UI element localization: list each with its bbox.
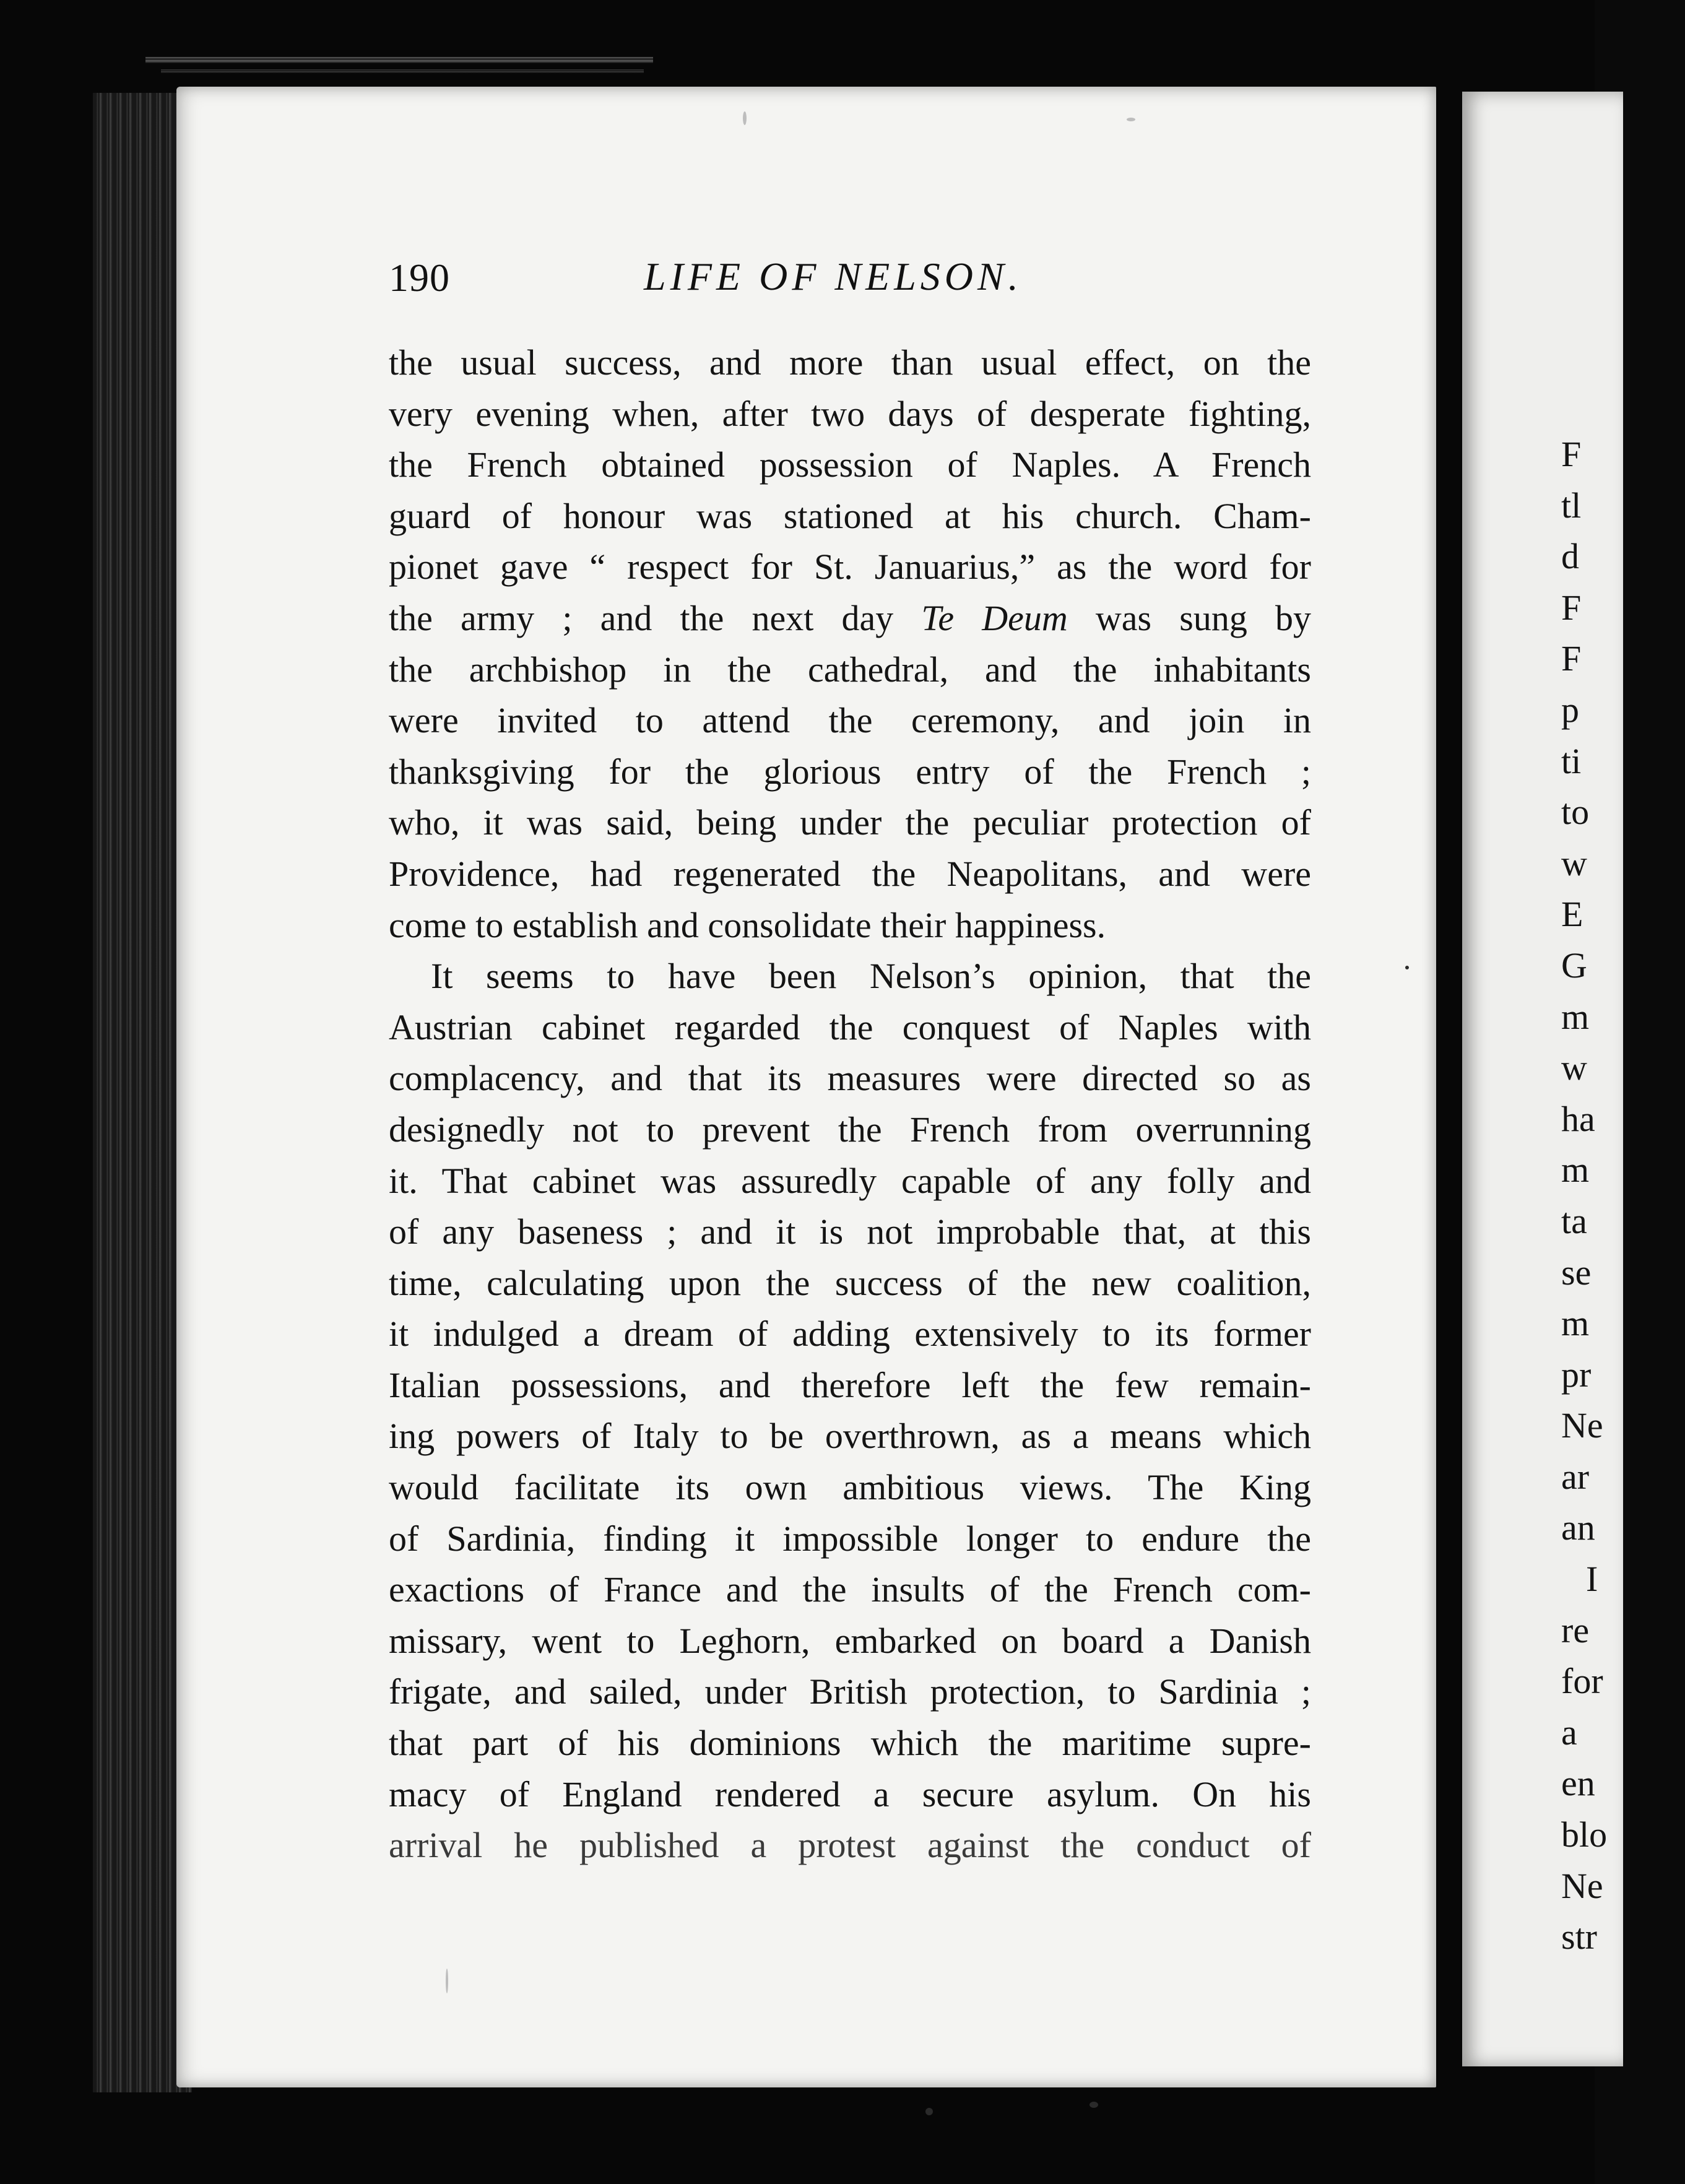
facing-text-fragment: d (1561, 536, 1579, 577)
facing-text-fragment: ha (1561, 1098, 1595, 1139)
scan-speck (446, 1969, 448, 1993)
text-line: complacency, and that its measures were directed so as (389, 1058, 1311, 1099)
text-line: missary, went to Leghorn, embarked on board a Danish (389, 1620, 1311, 1661)
text-line: thanksgiving for the glorious entry of the French ; (389, 751, 1311, 792)
facing-text-fragment: ar (1561, 1456, 1590, 1497)
text-line: that part of his dominions which the maritime supre- (389, 1723, 1311, 1764)
text-line: would facilitate its own ambitious views. The King (389, 1467, 1311, 1508)
facing-text-fragment: str (1561, 1917, 1597, 1957)
text-line: guard of honour was stationed at his church. Cham- (389, 495, 1311, 536)
text-line: Italian possessions, and therefore left the few remain- (389, 1364, 1311, 1405)
text-line: of Sardinia, finding it impossible longer to endure the (389, 1518, 1311, 1559)
scan-speck (743, 111, 747, 125)
text-line: pionet gave “ respect for St. Januarius,” as the word for (389, 547, 1311, 587)
facing-text-fragment: ta (1561, 1200, 1587, 1241)
text-line: the archbishop in the cathedral, and the inhabitants (389, 649, 1311, 690)
facing-text-fragment: ti (1561, 740, 1582, 781)
top-edge-rule-secondary (161, 69, 644, 73)
running-head: LIFE OF NELSON. (644, 254, 1023, 298)
facing-text-fragment: en (1561, 1763, 1595, 1804)
facing-text-fragment: to (1561, 792, 1590, 833)
text-line: very evening when, after two days of desperate fighting, (389, 393, 1311, 434)
facing-text-fragment: an (1561, 1507, 1595, 1548)
facing-text-fragment: G (1561, 945, 1587, 986)
facing-text-fragment: w (1561, 843, 1587, 883)
text-line: it indulged a dream of adding extensively to its former (389, 1314, 1311, 1354)
text-line: the army ; and the next day Te Deum was sung by (389, 597, 1311, 638)
page-number: 190 (389, 256, 450, 300)
text-line: who, it was said, being under the peculiar protection of (389, 802, 1311, 843)
facing-text-fragment: p (1561, 689, 1579, 730)
text-line: macy of England rendered a secure asylum. On his (389, 1774, 1311, 1814)
text-line: were invited to attend the ceremony, and join in (389, 700, 1311, 741)
facing-page-text (1561, 429, 1685, 1963)
facing-text-fragment: F (1561, 638, 1582, 679)
facing-text-fragment: Ne (1561, 1405, 1603, 1446)
text-line: exactions of France and the insults of the French com- (389, 1569, 1311, 1610)
scan-speck (1127, 118, 1135, 121)
body-text (389, 337, 1311, 1871)
facing-text-fragment: m (1561, 996, 1590, 1037)
text-line: time, calculating upon the success of the new coalition, (389, 1262, 1311, 1303)
text-line: arrival he published a protest against the conduct of (389, 1825, 1311, 1866)
facing-text-fragment: tl (1561, 485, 1582, 526)
text-line: of any baseness ; and it is not improbable that, at this (389, 1211, 1311, 1252)
facing-text-fragment: Ne (1561, 1865, 1603, 1906)
facing-text-fragment: m (1561, 1150, 1590, 1190)
facing-text-fragment: blo (1561, 1814, 1608, 1855)
facing-text-fragment: for (1561, 1661, 1603, 1702)
text-line: the usual success, and more than usual effect, on the (389, 342, 1311, 383)
facing-text-fragment: se (1561, 1252, 1592, 1293)
facing-text-fragment: w (1561, 1047, 1587, 1088)
scan-speck (1405, 966, 1409, 969)
facing-text-fragment: re (1561, 1610, 1590, 1650)
top-edge-rule (145, 57, 653, 63)
text-line: come to establish and consolidate their happiness. (389, 904, 1106, 945)
facing-text-fragment: I (1586, 1559, 1598, 1600)
facing-text-fragment: F (1561, 587, 1582, 628)
scan-speck (1089, 2102, 1098, 2108)
text-line: It seems to have been Nelson’s opinion, that the (431, 956, 1311, 997)
facing-page (1462, 92, 1623, 2066)
facing-text-fragment: F (1561, 434, 1582, 474)
text-line: designedly not to prevent the French from overrunning (389, 1109, 1311, 1150)
text-line: frigate, and sailed, under British protection, to Sardinia ; (389, 1671, 1311, 1712)
facing-text-fragment: pr (1561, 1354, 1592, 1395)
text-line: Providence, had regenerated the Neapolitans, and were (389, 853, 1311, 894)
facing-text-fragment: a (1561, 1712, 1577, 1753)
text-line: Austrian cabinet regarded the conquest of Naples with (389, 1007, 1311, 1047)
facing-text-fragment: m (1561, 1303, 1590, 1344)
text-line: it. That cabinet was assuredly capable of any folly and (389, 1160, 1311, 1201)
scan-speck (925, 2108, 933, 2115)
text-line: ing powers of Italy to be overthrown, as a means which (389, 1416, 1311, 1457)
facing-text-fragment: E (1561, 894, 1583, 935)
text-line: the French obtained possession of Naples. A French (389, 444, 1311, 485)
